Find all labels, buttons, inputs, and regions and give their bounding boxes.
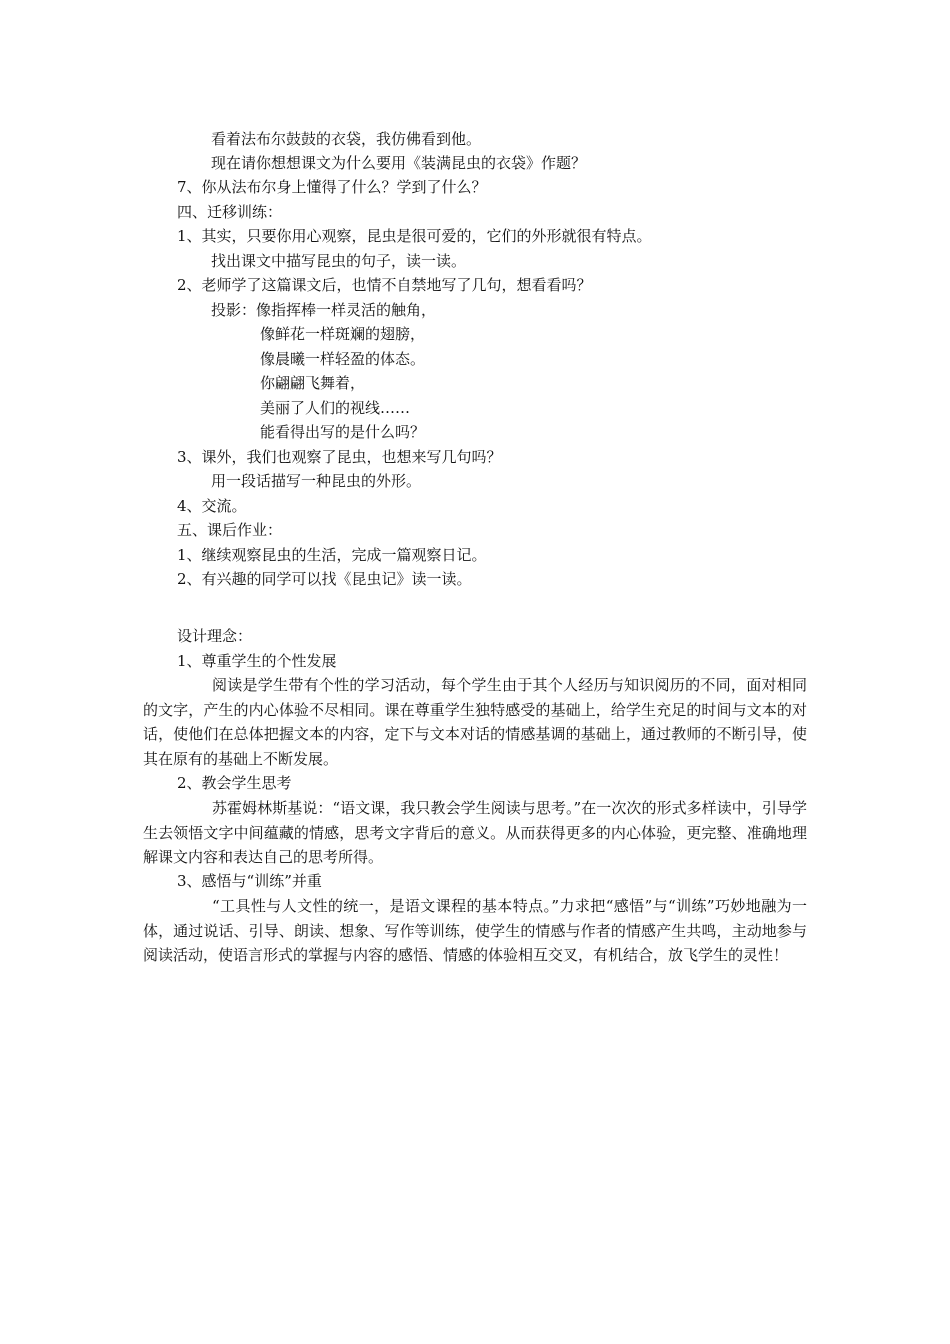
text-line: 现在请你想想课文为什么要用《装满昆虫的衣袋》作题？: [211, 154, 587, 172]
point-paragraph: “工具性与人文性的统一，是语文课程的基本特点。”力求把“感悟”与“训练”巧妙地融为一体，通过说话、引导、朗读、想象、写作等训练，使学生的情感与作者的情感产生共鸣，主动地参与阅读活动，使语言形式的掌握与内容的感悟、情感的体验相互交叉，有机结合，放飞学生的灵性！: [143, 897, 807, 964]
point-title: 1、尊重学生的个性发展: [177, 652, 337, 670]
text-line: 1、其实，只要你用心观察，昆虫是很可爱的，它们的外形就很有特点。: [177, 227, 652, 245]
text-line: 1、继续观察昆虫的生活，完成一篇观察日记。: [177, 546, 487, 564]
point-title: 3、感悟与“训练”并重: [177, 872, 322, 890]
poem-line: 像晨曦一样轻盈的体态。: [260, 350, 426, 368]
text-line: 2、有兴趣的同学可以找《昆虫记》读一读。: [177, 570, 472, 588]
point-title: 2、教会学生思考: [177, 774, 292, 792]
poem-line: 美丽了人们的视线……: [260, 399, 411, 417]
text-line: 用一段话描写一种昆虫的外形。: [211, 472, 422, 490]
poem-line: 能看得出写的是什么吗？: [260, 423, 426, 441]
point-paragraph: 阅读是学生带有个性的学习活动，每个学生由于其个人经历与知识阅历的不同，面对相同的文字，产生的内心体验不尽相同。课在尊重学生独特感受的基础上，给学生充足的时间与文本的对话，使他们在总体把握文本的内容，定下与文本对话的情感基调的基础上，通过教师的不断引导，使其在原有的基础上不断发展。: [143, 676, 807, 768]
text-line: 找出课文中描写昆虫的句子，读一读。: [211, 252, 467, 270]
poem-line: 你翩翩飞舞着，: [260, 374, 366, 392]
section-heading: 四、迁移训练：: [177, 203, 283, 221]
text-line: 2、老师学了这篇课文后，也情不自禁地写了几句，想看看吗？: [177, 276, 592, 294]
text-line: 看着法布尔鼓鼓的衣袋，我仿佛看到他。: [211, 130, 482, 148]
text-line: 3、课外，我们也观察了昆虫，也想来写几句吗？: [177, 448, 502, 466]
point-paragraph: 苏霍姆林斯基说：“语文课，我只教会学生阅读与思考。”在一次次的形式多样读中，引导学生去领悟文字中间蕴藏的情感，思考文字背后的意义。从而获得更多的内心体验，更完整、准确地理解课文内容和表达自己的思考所得。: [143, 799, 807, 866]
design-heading: 设计理念：: [177, 627, 253, 645]
poem-line: 投影：像指挥棒一样灵活的触角，: [211, 301, 437, 319]
section-heading: 五、课后作业：: [177, 521, 283, 539]
text-line: 7、你从法布尔身上懂得了什么？学到了什么？: [177, 178, 487, 196]
text-line: 4、交流。: [177, 497, 247, 515]
poem-line: 像鲜花一样斑斓的翅膀，: [260, 325, 426, 343]
